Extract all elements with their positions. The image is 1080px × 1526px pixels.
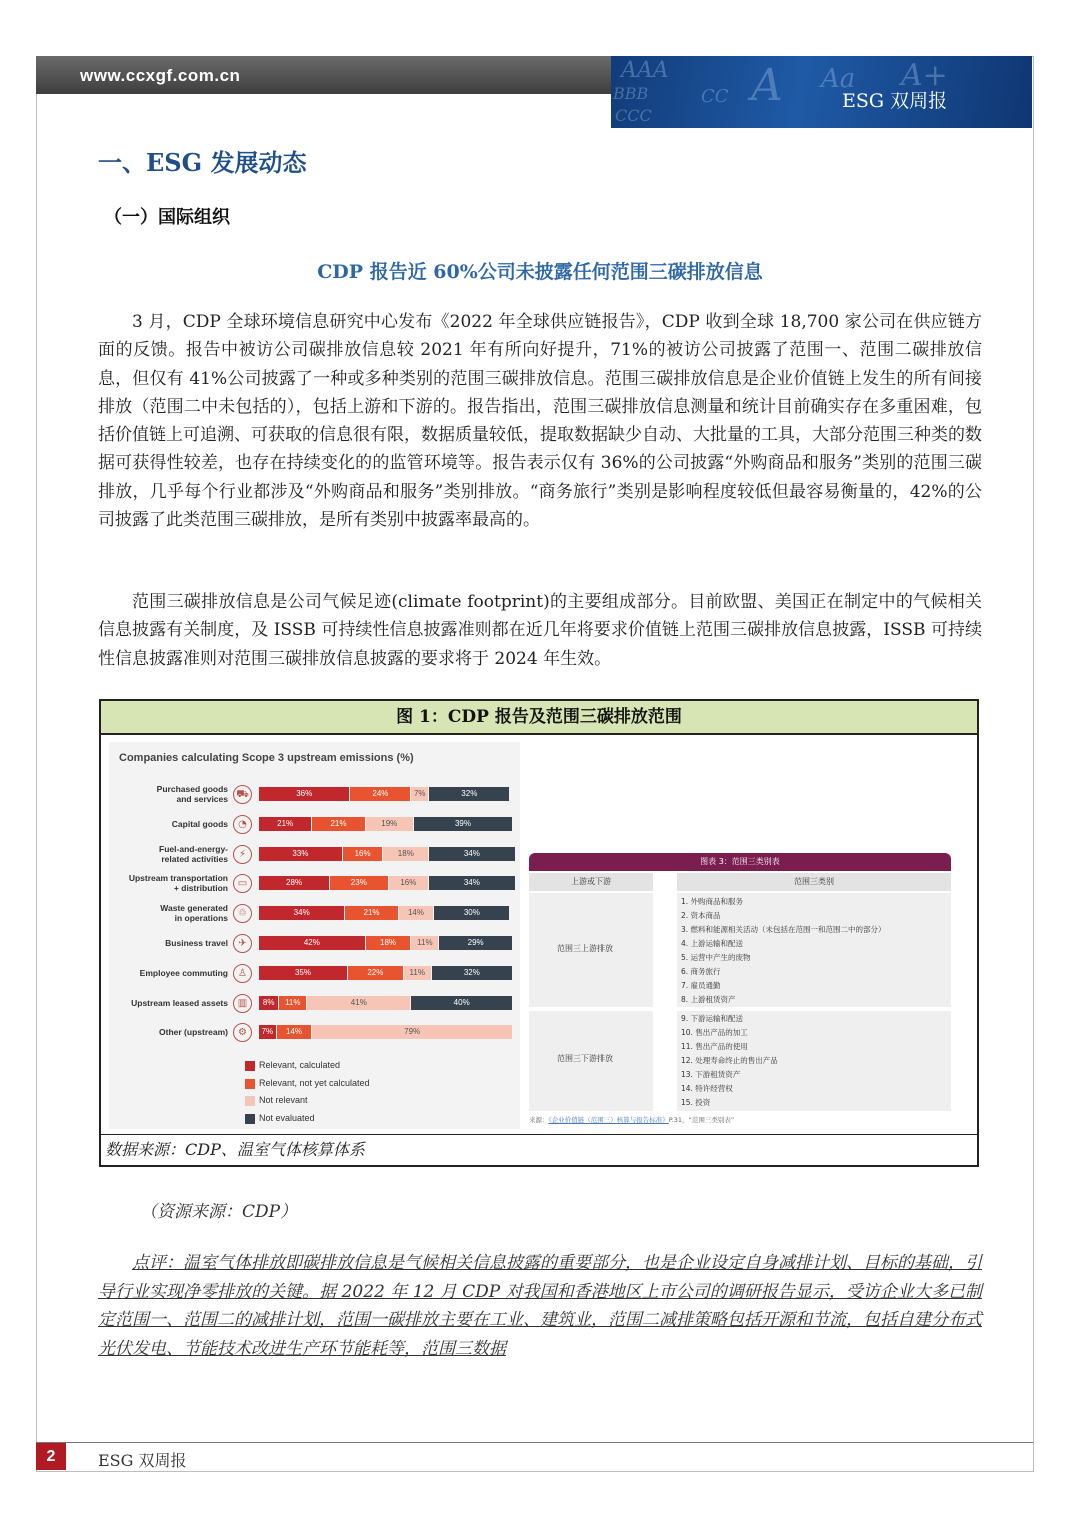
- bar-segment: 36%: [259, 787, 349, 801]
- commentary: 点评：温室气体排放即碳排放信息是气候相关信息披露的重要部分，也是企业设定自身减排计划、目标的基础，引导行业实现净零排放的关键。据 2022 年 12 月 CDP 对我国和香港地区上市公司的调研报告显示，受访企业大多已制定范围一、范围二的减排计划，范围一碳排放主要在工业、建筑业，范围二减排策略包括开源和节流，包括自建分布式光伏发电、节能技术改进生产环节能耗等，范围三数据: [98, 1253, 982, 1359]
- bar-segment: 11%: [279, 996, 306, 1010]
- table-list-item: 7. 雇员通勤: [681, 981, 721, 990]
- table-downstream-cell: [529, 1011, 653, 1111]
- bar-segment: 16%: [389, 876, 429, 890]
- header-decoration: [611, 56, 1032, 128]
- bar-segment: 7%: [259, 1025, 276, 1039]
- table-list-item: 13. 下游租赁资产: [681, 1070, 741, 1079]
- table-list-item: 2. 资本商品: [681, 911, 721, 920]
- bar-segment: 39%: [414, 817, 512, 831]
- category-label-line: related activities: [161, 853, 228, 864]
- figure-title: 图 1：CDP 报告及范围三碳排放范围: [101, 701, 977, 735]
- category-label: [118, 968, 228, 978]
- note-link[interactable]: 《企业价值链（范围三）核算与报告标准》: [548, 1116, 669, 1124]
- bar-segment: 23%: [330, 876, 387, 890]
- category-label: [118, 938, 228, 948]
- subsection-heading: （一）国际组织: [104, 207, 230, 228]
- note-suffix: P.31，“范围三类别表”: [668, 1116, 735, 1124]
- bar-segment: 30%: [434, 906, 509, 920]
- category-label-line: Fuel-and-energy-: [159, 843, 228, 854]
- footer-divider: [36, 1442, 1033, 1443]
- category-label-line: Upstream leased assets: [131, 997, 228, 1008]
- legend-item: [259, 1113, 315, 1123]
- table-list-item: 11. 售出产品的使用: [681, 1042, 748, 1051]
- legend-swatch: [245, 1096, 255, 1106]
- downstream-list: [681, 1012, 778, 1110]
- scope3-category-table: [529, 853, 951, 1129]
- legend-label: Relevant, calculated: [259, 1060, 341, 1070]
- category-label-line: in operations: [174, 913, 228, 924]
- scope3-bar-chart: [109, 742, 520, 1129]
- legend-item: [259, 1078, 370, 1088]
- category-label-line: + distribution: [173, 883, 228, 894]
- deco-rating-text: CCC: [615, 106, 652, 125]
- bar-segment: 29%: [439, 936, 512, 950]
- deco-rating-text: CC: [701, 86, 729, 107]
- gear-icon: ⚙: [233, 1023, 252, 1042]
- bar-segment: 24%: [350, 787, 410, 801]
- bar-segment: 11%: [411, 936, 438, 950]
- bar-segment: 33%: [259, 847, 342, 861]
- legend-swatch: [245, 1061, 255, 1071]
- bar-segment: 34%: [429, 847, 514, 861]
- deco-rating-text: A+: [901, 58, 948, 93]
- table-list-item: 6. 商务旅行: [681, 967, 721, 976]
- resource-source: （资源来源：CDP）: [140, 1202, 298, 1222]
- category-label-line: Waste generated: [160, 903, 228, 914]
- table-upstream-list-cell: [677, 893, 951, 1007]
- note-prefix: 来源：: [529, 1116, 549, 1124]
- bar-segment: 7%: [411, 787, 428, 801]
- deco-rating-text: A: [751, 60, 783, 111]
- category-label: [118, 844, 228, 864]
- bar-segment: 34%: [259, 906, 344, 920]
- figure-data-source: 数据来源：CDP、温室气体核算体系: [101, 1134, 977, 1165]
- bar-segment: 22%: [348, 966, 403, 980]
- bar-segment: 32%: [429, 787, 509, 801]
- bar-segment: 32%: [432, 966, 512, 980]
- bar-segment: 18%: [366, 936, 411, 950]
- bar-segment: 41%: [307, 996, 410, 1010]
- body-paragraph: 范围三碳排放信息是公司气候足迹(climate footprint)的主要组成部分。目前欧盟、美国正在制定中的气候相关信息披露有关制度，及 ISSB 可持续性信息披露准则都在近几年将要求价值链上范围三碳排放信息披露，ISSB 可持续性信息披露准则对范围三碳排放信息披露的要求将于 2024 年生效。: [98, 592, 982, 669]
- deco-rating-text: Aa: [821, 64, 856, 94]
- category-label: [118, 903, 228, 923]
- page-number: 2: [36, 1443, 66, 1470]
- commuter-icon: ♙: [233, 964, 252, 983]
- footer-title: ESG 双周报: [98, 1451, 187, 1470]
- bar-segment: 16%: [343, 847, 383, 861]
- bar-segment: 34%: [429, 876, 514, 890]
- table-list-item: 1. 外购商品和服务: [681, 897, 744, 906]
- bar-segment: 19%: [366, 817, 413, 831]
- category-label-line: Business travel: [165, 938, 228, 948]
- chart-title: Companies calculating Scope 3 upstream emissions (%): [119, 752, 414, 764]
- figure-box: [99, 699, 979, 1167]
- deco-rating-text: BBB: [613, 84, 649, 103]
- table-source-note: [529, 1115, 734, 1124]
- bar-segment: 21%: [312, 817, 364, 831]
- shopping-cart-icon: ⛟: [233, 785, 252, 804]
- table-downstream-list-cell: [677, 1011, 951, 1111]
- body-paragraph: 3 月，CDP 全球环境信息研究中心发布《2022 年全球供应链报告》，CDP 收到全球 18,700 家公司在供应链方面的反馈。报告中被访公司碳排放信息较 2021 年有所向好提升，71%的被访公司披露了范围一、范围二碳排放信息，但仅有 41%公司披露了一种或多种类别的范围三碳排放信息。范围三碳排放信息是企业价值链上发生的所有间接排放（范围二中未包括的），包括上游和下游的。报告指出，范围三碳排放信息测量和统计目前确实存在多重困难，包括价值链上可追溯、可获取的信息很有限，数据质量较低，提取数据缺少自动、大批量的工具，大部分范围三种类的数据可获得性较差，也存在持续变化的的监管环境等。报告表示仅有 36%的公司披露“外购商品和服务”类别的范围三碳排放，几乎每个行业都涉及“外购商品和服务”类别排放。“商务旅行”类别是影响程度较低但最容易衡量的，42%的公司披露了此类范围三碳排放，是所有类别中披露率最高的。: [98, 312, 982, 531]
- bar-segment: 14%: [277, 1025, 312, 1039]
- legend-label: Relevant, not yet calculated: [259, 1077, 370, 1088]
- piggy-bank-icon: ◔: [233, 815, 252, 834]
- bar-segment: 21%: [259, 817, 311, 831]
- category-label-line: Capital goods: [171, 818, 228, 829]
- category-label: [118, 998, 228, 1008]
- trash-icon: ♲: [233, 904, 252, 923]
- site-url[interactable]: www.ccxgf.com.cn: [80, 66, 241, 85]
- table-list-item: 5. 运营中产生的废物: [681, 953, 751, 962]
- table-col-header: 范围三类别: [677, 873, 951, 891]
- lightning-icon: ⚡: [233, 845, 252, 864]
- category-label-line: Purchased goods: [156, 784, 228, 794]
- table-list-item: 4. 上游运输和配送: [681, 939, 744, 948]
- category-label: [118, 1027, 228, 1037]
- deco-rating-text: AAA: [621, 58, 669, 83]
- bar-segment: 35%: [259, 966, 347, 980]
- table-list-item: 10. 售出产品的加工: [681, 1028, 748, 1037]
- bar-segment: 14%: [399, 906, 434, 920]
- table-upstream-cell: [529, 893, 653, 1007]
- category-label-line: and services: [176, 794, 228, 804]
- legend-swatch: [245, 1114, 255, 1124]
- upstream-list: [681, 895, 886, 1007]
- bar-segment: 8%: [259, 996, 278, 1010]
- legend-swatch: [245, 1079, 255, 1089]
- category-label-line: Employee commuting: [139, 967, 228, 978]
- bar-segment: 28%: [259, 876, 329, 890]
- category-label-line: Other (upstream): [159, 1027, 228, 1038]
- legend-item: [259, 1060, 340, 1070]
- table-list-item: 8. 上游租赁资产: [681, 995, 736, 1004]
- truck-icon: ▭: [233, 874, 252, 893]
- legend-label: Not evaluated: [259, 1112, 315, 1123]
- section-heading: 一、ESG 发展动态: [98, 148, 307, 177]
- category-label: [118, 819, 228, 829]
- table-title: 图表 3：范围三类别表: [529, 853, 951, 871]
- article-title: CDP 报告近 60%公司未披露任何范围三碳排放信息: [317, 261, 763, 283]
- bar-segment: 21%: [345, 906, 397, 920]
- legend-item: [259, 1095, 308, 1105]
- table-col-header: 上游或下游: [529, 873, 653, 891]
- bar-segment: 40%: [411, 996, 512, 1010]
- category-label-line: Upstream transportation: [128, 873, 228, 884]
- table-list-item: 9. 下游运输和配送: [681, 1014, 744, 1023]
- table-list-item: 3. 燃料和能源相关活动（未包括在范围一和范围二中的部分）: [681, 925, 886, 934]
- table-list-item: 14. 特许经营权: [681, 1084, 733, 1093]
- bar-segment: 11%: [404, 966, 431, 980]
- bar-segment: 79%: [312, 1025, 512, 1039]
- table-list-item: 12. 处理寿命终止的售出产品: [681, 1056, 778, 1065]
- category-label: [118, 873, 228, 893]
- airplane-icon: ✈: [233, 934, 252, 953]
- building-icon: ▥: [233, 994, 252, 1013]
- legend-label: Not relevant: [259, 1095, 308, 1106]
- report-title: ESG 双周报: [842, 90, 948, 112]
- bar-segment: 18%: [383, 847, 428, 861]
- table-list-item: 15. 投资: [681, 1098, 711, 1107]
- category-label: [118, 784, 228, 804]
- bar-segment: 42%: [259, 936, 365, 950]
- downstream-label: 范围三下游排放: [557, 1054, 613, 1063]
- upstream-label: 范围三上游排放: [557, 944, 613, 953]
